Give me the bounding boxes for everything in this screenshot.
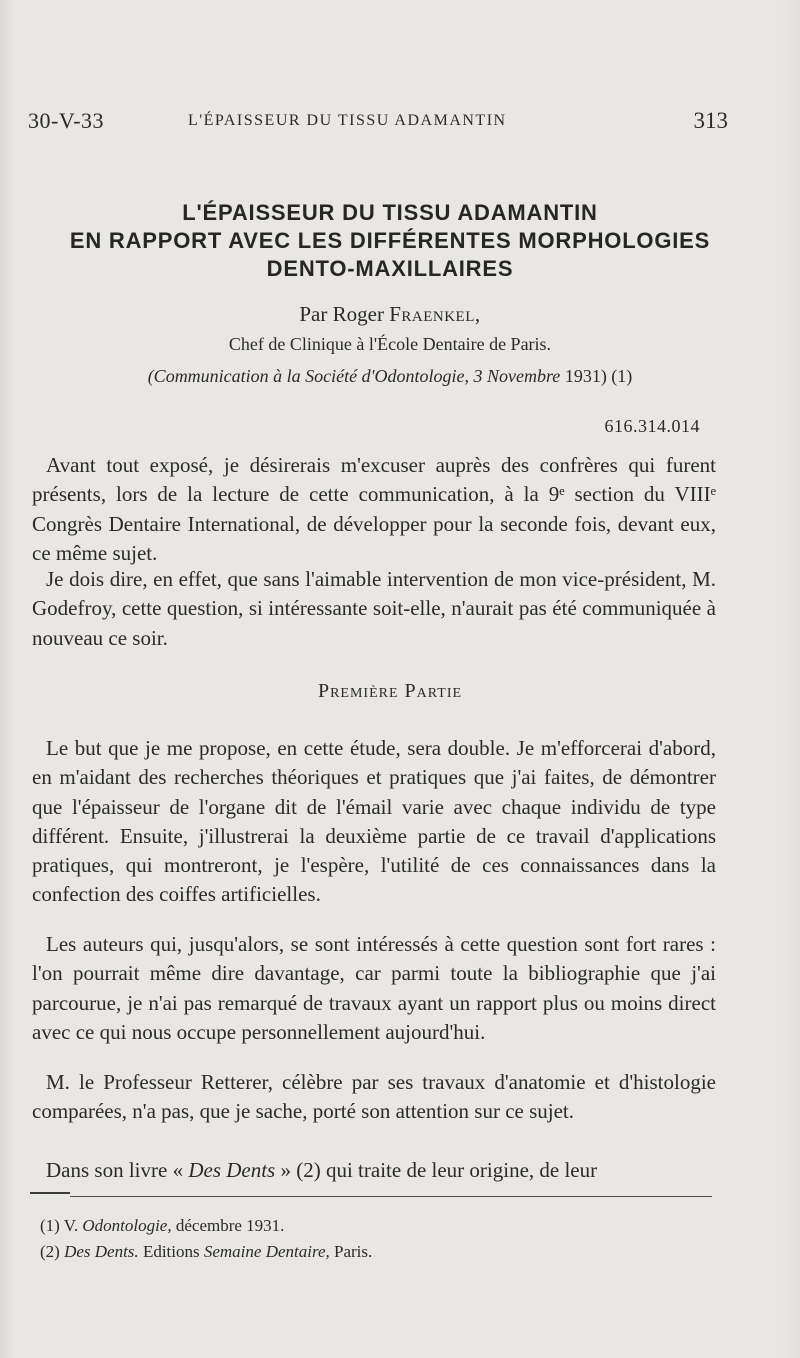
byline-prefix: Par Roger (299, 302, 390, 326)
footnote-1-journal: Odontologie, (82, 1216, 172, 1235)
communication-italic: (Communication à la Société d'Odontologie, 3 Novembre (147, 366, 561, 386)
footnote-2-prefix: (2) (40, 1242, 65, 1261)
article-title-line-2: EN RAPPORT AVEC LES DIFFÉRENTES MORPHOLOGIES (69, 228, 711, 253)
footnote-rule (70, 1196, 712, 1197)
section-heading: Première Partie (317, 680, 463, 702)
footnote-2-publisher: Semaine Dentaire, (203, 1242, 330, 1261)
paragraph-2: Je dois dire, en effet, que sans l'aimable intervention de mon vice-président, M. Godefroy, cette question, si intéressante soit-elle, n'aurait pas été communiquée à nouveau ce soir. (32, 567, 716, 650)
footnote-2 (40, 1242, 372, 1262)
byline (40, 302, 740, 327)
footnote-2-book: Des Dents. (64, 1242, 139, 1261)
footnote-rule-mark (30, 1192, 70, 1194)
footnote-1-prefix: (1) V. (40, 1216, 83, 1235)
article-title-line-3: DENTO-MAXILLAIRES (266, 256, 514, 281)
paragraph-1: Avant tout exposé, je désirerais m'excuser auprès des confrères qui furent présents, lors de la lecture de cette communication, à la 9ᵉ section du VIIIᵉ Congrès Dentaire International, de développer pour la seconde fois, devant eux, ce même sujet. (32, 453, 716, 565)
paragraph-6-start: Dans son livre « (46, 1158, 189, 1182)
author-surname: Fraenkel, (389, 302, 481, 326)
communication-note (80, 366, 700, 387)
footnote-2-place: Paris. (329, 1242, 373, 1261)
issue-date: 30-V-33 (28, 108, 105, 133)
paragraph-6-end: » (2) qui traite de leur origine, de leur (275, 1158, 598, 1182)
running-title: L'ÉPAISSEUR DU TISSU ADAMANTIN (188, 112, 507, 129)
footnote-2-editions: Editions (138, 1242, 204, 1261)
page-number: 313 (693, 108, 728, 133)
paragraph-5: M. le Professeur Retterer, célèbre par ses travaux d'anatomie et d'histologie comparées, n'a pas, que je sache, porté son attention sur ce sujet. (32, 1070, 716, 1124)
running-head (28, 108, 728, 138)
article-title-line-1: L'ÉPAISSEUR DU TISSU ADAMANTIN (182, 200, 598, 225)
footnote-1-date: décembre 1931. (171, 1216, 285, 1235)
footnote-1 (40, 1216, 284, 1236)
communication-rest: 1931) (1) (560, 366, 633, 386)
book-title: Des Dents (188, 1158, 276, 1182)
classification-number: 616.314.014 (604, 416, 700, 436)
paragraph-6 (32, 1156, 716, 1185)
author-affiliation: Chef de Clinique à l'École Dentaire de Paris. (228, 334, 552, 354)
paragraph-4: Les auteurs qui, jusqu'alors, se sont intéressés à cette question sont fort rares : l'on pourrait même dire davantage, car parmi toute la bibliographie que j'ai parcourue, je n'ai pas remarqué de travaux ayant un rapport plus ou moins direct avec ce qui nous occupe personnellement aujourd'hui. (32, 932, 716, 1044)
paragraph-3: Le but que je me propose, en cette étude, sera double. Je m'efforcerai d'abord, en m'aidant des recherches théoriques et pratiques que j'ai faites, de démontrer que l'épaisseur de l'organe dit de l'émail varie avec chaque individu de type différent. Ensuite, j'illustrerai la deuxième partie de ce travail d'applications pratiques, qui montreront, je l'espère, l'utilité de ces connaissances dans la confection des coiffes artificielles. (32, 736, 716, 907)
